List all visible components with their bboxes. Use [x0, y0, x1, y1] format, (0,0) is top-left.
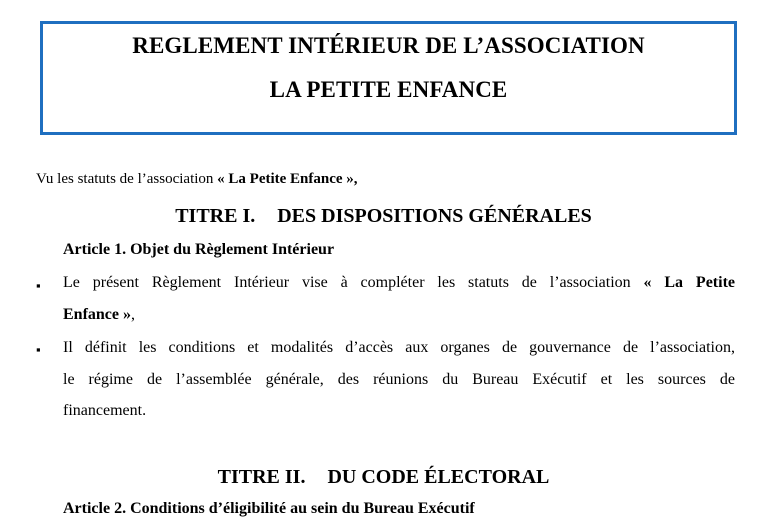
titre-1-heading — [0, 205, 767, 228]
bullet-2-line-3: financement. — [63, 402, 147, 419]
bullet-1-comma: , — [131, 306, 135, 323]
titre-1-label: DES DISPOSITIONS GÉNÉRALES — [277, 205, 592, 227]
bullet-2-line-1: Il définit les conditions et modalités d’accès aux organes de gouvernance de l’association, — [63, 339, 735, 356]
document-title-line-2: LA PETITE ENFANCE — [269, 77, 508, 102]
intro-text: Vu les statuts de l’association — [36, 171, 218, 187]
bullet-1-line-1 — [63, 274, 735, 292]
titre-2-heading — [0, 466, 767, 489]
titre-2-number: TITRE II. — [217, 466, 306, 488]
bullet-1-bold-end: Enfance » — [63, 306, 131, 323]
bullet-1-bold-start: « La Petite — [643, 274, 736, 291]
article-2-heading: Article 2. Conditions d’éligibilité au sein du Bureau Exécutif — [63, 500, 475, 517]
intro-paragraph — [36, 171, 358, 188]
bullet-1-line-2 — [63, 306, 735, 324]
intro-association-name: « La Petite Enfance », — [217, 171, 358, 187]
bullet-2-line-2: le régime de l’assemblée générale, des réunions du Bureau Exécutif et les sources de — [63, 371, 735, 388]
document-title-box — [40, 21, 737, 135]
document-title-line-1: REGLEMENT INTÉRIEUR DE L’ASSOCIATION — [132, 33, 645, 58]
bullet-marker-1: ▪ — [36, 278, 41, 293]
titre-1-number: TITRE I. — [175, 205, 256, 227]
article-1-heading: Article 1. Objet du Règlement Intérieur — [63, 241, 335, 258]
bullet-marker-2: ▪ — [36, 342, 41, 357]
titre-2-label: DU CODE ÉLECTORAL — [327, 466, 550, 488]
bullet-1-text: Le présent Règlement Intérieur vise à compléter les statuts de l’association — [63, 274, 644, 291]
